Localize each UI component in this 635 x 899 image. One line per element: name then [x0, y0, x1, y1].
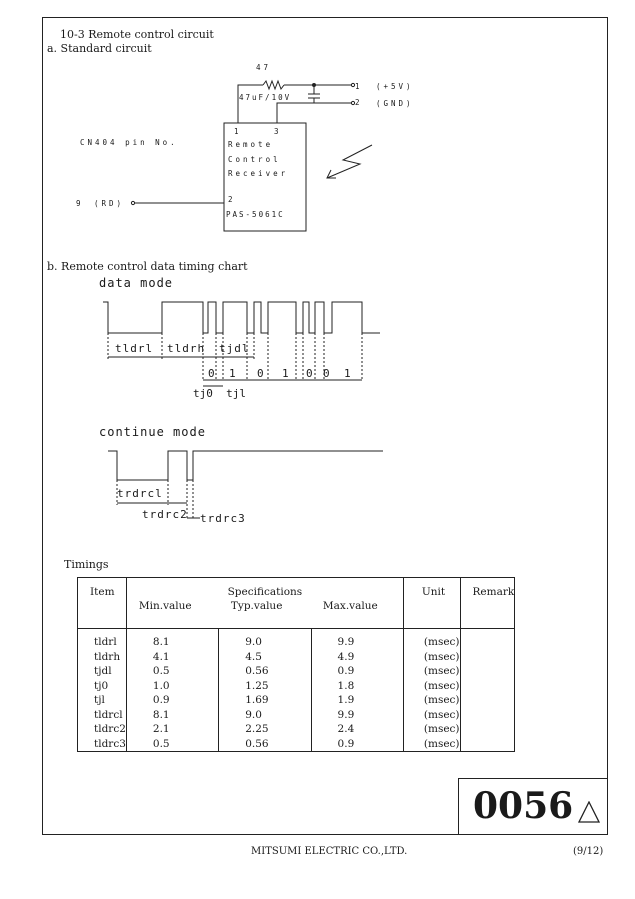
label-tldrh: tldrh	[167, 342, 206, 355]
receiver-line-1: Remote	[228, 140, 274, 149]
label-tjdl: tjdl	[219, 342, 250, 355]
subsection-b-title: b. Remote control data timing chart	[47, 260, 248, 273]
header-specifications	[126, 578, 403, 629]
data-mode-waveform	[103, 302, 380, 386]
receiver-pin-2: 2	[228, 195, 236, 204]
pin-2-label: (GND)	[376, 99, 414, 108]
bit-1: 1	[229, 367, 236, 380]
receiver-pin-1: 1	[234, 127, 242, 136]
circuit-schematic	[131, 81, 372, 231]
receiver-line-3: Receiver	[228, 169, 289, 178]
bit-0: 0	[208, 367, 215, 380]
section-title: 10-3 Remote control circuit	[60, 28, 214, 41]
bit-2: 0	[257, 367, 264, 380]
min-column: 8.1 4.1 0.5 1.0 0.9 8.1 2.1 0.5	[126, 629, 218, 752]
receiver-part-number: PAS-5061C	[226, 210, 285, 219]
resistor-value: 47	[256, 63, 272, 72]
receiver-box	[224, 123, 306, 231]
items-column: tldrl tldrh tjdl tj0 tjl tldrcl tldrc2 tldrc3	[78, 629, 127, 752]
label-trdrc2: trdrc2	[142, 508, 188, 521]
max-column: 9.9 4.9 0.9 1.8 1.9 9.9 2.4 0.9	[311, 629, 403, 752]
timings-title: Timings	[64, 558, 109, 571]
footer-page-number: (9/12)	[573, 846, 604, 857]
wire-gnd	[277, 103, 352, 123]
header-unit: Unit	[403, 578, 460, 629]
subsection-a-title: a. Standard circuit	[47, 42, 152, 55]
document-number-stamp	[458, 778, 608, 835]
table-header-row	[78, 578, 515, 629]
terminal-2	[351, 101, 354, 104]
rd-pin-label: (RD)	[94, 199, 125, 208]
receiver-line-2: Control	[228, 155, 281, 164]
header-remark: Remark	[460, 578, 515, 629]
pin-1-number: 1	[355, 82, 363, 91]
header-spec-title: Specifications	[227, 586, 303, 598]
terminal-1	[351, 83, 354, 86]
typ-column: 9.0 4.5 0.56 1.25 1.69 9.0 2.25 0.56	[219, 629, 311, 752]
header-max: Max.value	[322, 600, 378, 612]
bit-3: 1	[282, 367, 289, 380]
rd-pin-number: 9	[76, 199, 84, 208]
header-item: Item	[78, 578, 127, 629]
header-min: Min.value	[138, 600, 192, 612]
revision-triangle-icon	[578, 801, 600, 823]
unit-column: (msec) (msec) (msec) (msec) (msec) (msec) (msec) (msec)	[403, 629, 460, 752]
table-body-row	[78, 629, 515, 752]
remark-column	[460, 629, 515, 752]
pin-1-label: (+5V)	[376, 82, 414, 91]
header-typ: Typ.value	[230, 600, 283, 612]
receiver-pin-3: 3	[274, 127, 282, 136]
stamp-number: 0056	[473, 785, 574, 827]
ir-signal-arrowhead	[327, 170, 336, 178]
capacitor-value: 47uF/10V	[239, 93, 292, 102]
label-tldrl: tldrl	[115, 342, 154, 355]
tj-labels: tj0 tjl	[193, 387, 246, 400]
wire-pin1	[238, 85, 263, 123]
continue-mode-title: continue mode	[99, 425, 206, 439]
terminal-rd	[131, 201, 134, 204]
data-mode-title: data mode	[99, 276, 174, 290]
pin-2-number: 2	[355, 98, 363, 107]
bit-6: 1	[344, 367, 351, 380]
timings-table	[77, 577, 515, 752]
ir-signal-symbol	[327, 145, 372, 178]
connector-label: CN404 pin No.	[80, 138, 178, 147]
label-trdrc3: trdrc3	[200, 512, 246, 525]
bit-4: 0	[306, 367, 313, 380]
resistor-symbol	[263, 81, 284, 89]
label-trdrcl: trdrcl	[117, 487, 163, 500]
continue-mode-waveform	[108, 451, 383, 520]
footer-company: MITSUMI ELECTRIC CO.,LTD.	[251, 846, 408, 857]
bit-5: 0	[323, 367, 330, 380]
